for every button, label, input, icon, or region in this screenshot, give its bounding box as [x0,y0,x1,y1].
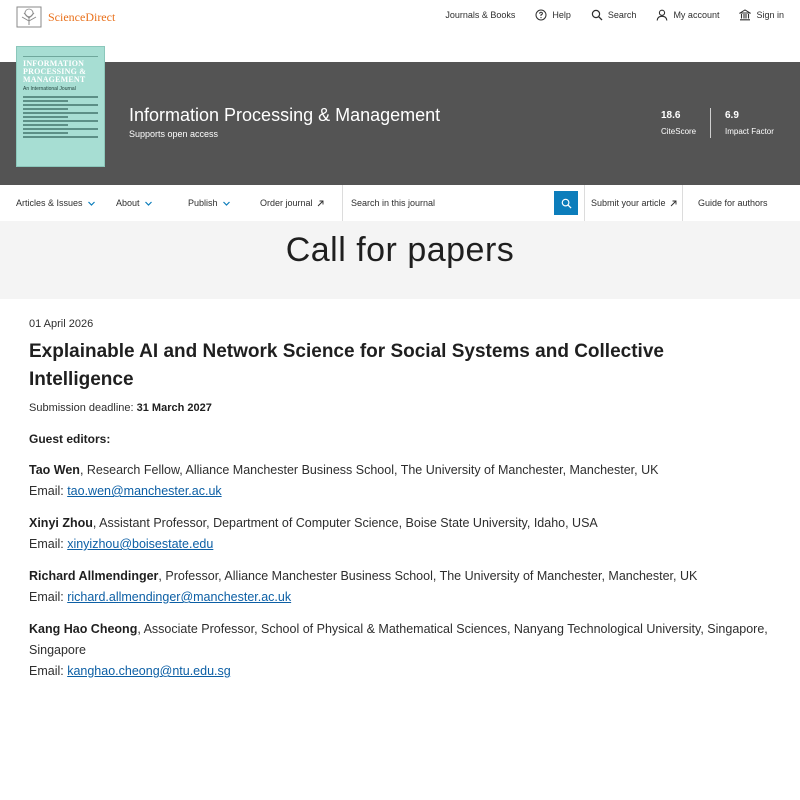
help-circle-icon [535,9,547,21]
my-account-link[interactable] [656,9,719,21]
external-link-icon [670,200,677,207]
journal-search-input[interactable] [351,195,551,211]
cover-title: INFORMATION PROCESSING & MANAGEMENT [23,59,87,84]
citescore-value: 18.6 [661,110,681,121]
metric-divider [710,108,711,138]
search-icon [591,9,603,21]
chevron-down-icon [222,199,231,208]
chevron-down-icon [87,199,96,208]
publish-menu[interactable] [188,185,231,221]
journal-banner [0,59,800,185]
editor-email-link[interactable]: richard.allmendinger@manchester.ac.uk [67,590,292,604]
editor-name: Xinyi Zhou [29,516,93,530]
journal-cover[interactable] [16,46,105,167]
email-label: Email: [29,484,68,498]
editor-name: Kang Hao Cheong [29,622,138,636]
editor-email-link[interactable]: xinyizhou@boisestate.edu [67,537,214,551]
page-title: Call for papers [285,231,515,269]
citescore-label: CiteScore [661,127,697,136]
my-account-label: My account [673,10,720,20]
deadline-value: 31 March 2027 [136,402,212,414]
about-label: About [116,198,140,208]
help-label: Help [552,10,571,20]
impact-factor-metric[interactable] [725,110,774,136]
guest-editors-heading: Guest editors: [29,432,111,446]
editor-entry [29,513,769,555]
cover-text-lines [23,96,98,138]
editor-affiliation: , Research Fellow, Alliance Manchester Business School, The University of Manchester, Manchester, UK [79,463,659,477]
email-label: Email: [29,590,68,604]
guide-for-authors-label: Guide for authors [698,198,768,208]
editor-affiliation: , Assistant Professor, Department of Computer Science, Boise State University, Idaho, USA [92,516,598,530]
articles-issues-menu[interactable] [16,185,96,221]
guide-for-authors-link[interactable] [698,185,768,221]
nav-divider [682,185,683,221]
deadline-label: Submission deadline: [29,402,137,414]
journals-books-label: Journals & Books [445,10,516,20]
editor-entry [29,460,769,502]
page-hero [0,221,800,299]
sign-in-label: Sign in [756,10,784,20]
top-nav [445,9,784,21]
citescore-metric[interactable] [661,110,696,136]
editor-email-link[interactable]: kanghao.cheong@ntu.edu.sg [67,664,231,678]
editor-name: Richard Allmendinger [29,569,159,583]
order-journal-label: Order journal [260,198,313,208]
external-link-icon [317,200,324,207]
articles-issues-label: Articles & Issues [16,198,83,208]
article-title: Explainable AI and Network Science for Social Systems and Collective Intelligence [29,341,664,390]
search-label: Search [607,10,637,20]
editor-name: Tao Wen [29,463,80,477]
guest-editors-list [29,460,769,682]
email-label: Email: [29,537,68,551]
journals-books-link[interactable] [445,10,515,20]
email-label: Email: [29,664,68,678]
impact-factor-value: 6.9 [725,110,739,121]
elsevier-tree-icon [16,6,42,28]
submission-deadline [29,402,769,414]
logo-text: ScienceDirect [48,9,116,24]
about-menu[interactable] [116,185,153,221]
journal-title[interactable]: Information Processing & Management [129,105,441,125]
sciencedirect-logo[interactable] [16,6,115,28]
sign-in-link[interactable] [739,9,784,21]
cover-subtitle: An International Journal [23,86,76,92]
order-journal-link[interactable] [260,185,324,221]
person-icon [656,9,668,21]
editor-entry [29,566,769,608]
editor-affiliation: , Professor, Alliance Manchester Business School, The University of Manchester, Manchester, UK [158,569,698,583]
impact-factor-label: Impact Factor [725,127,774,136]
editor-email-link[interactable]: tao.wen@manchester.ac.uk [67,484,222,498]
call-for-papers-article [29,318,769,693]
editor-entry [29,619,769,682]
publish-label: Publish [188,198,218,208]
journal-search-button[interactable] [554,191,578,215]
submit-article-label: Submit your article [591,198,666,208]
journal-nav [0,185,800,221]
publication-date: 01 April 2026 [29,318,94,330]
help-link[interactable] [535,9,571,21]
institution-icon [739,9,751,21]
editor-affiliation: , Associate Professor, School of Physical & Mathematical Sciences, Nanyang Technological University, Singapore, Singapore [29,622,768,657]
top-bar [0,0,800,62]
search-link[interactable] [591,9,637,21]
open-access-label: Supports open access [129,129,219,139]
submit-article-link[interactable] [591,185,677,221]
search-icon [561,198,572,209]
cover-top-strip [23,53,98,57]
chevron-down-icon [144,199,153,208]
journal-search [342,185,585,221]
